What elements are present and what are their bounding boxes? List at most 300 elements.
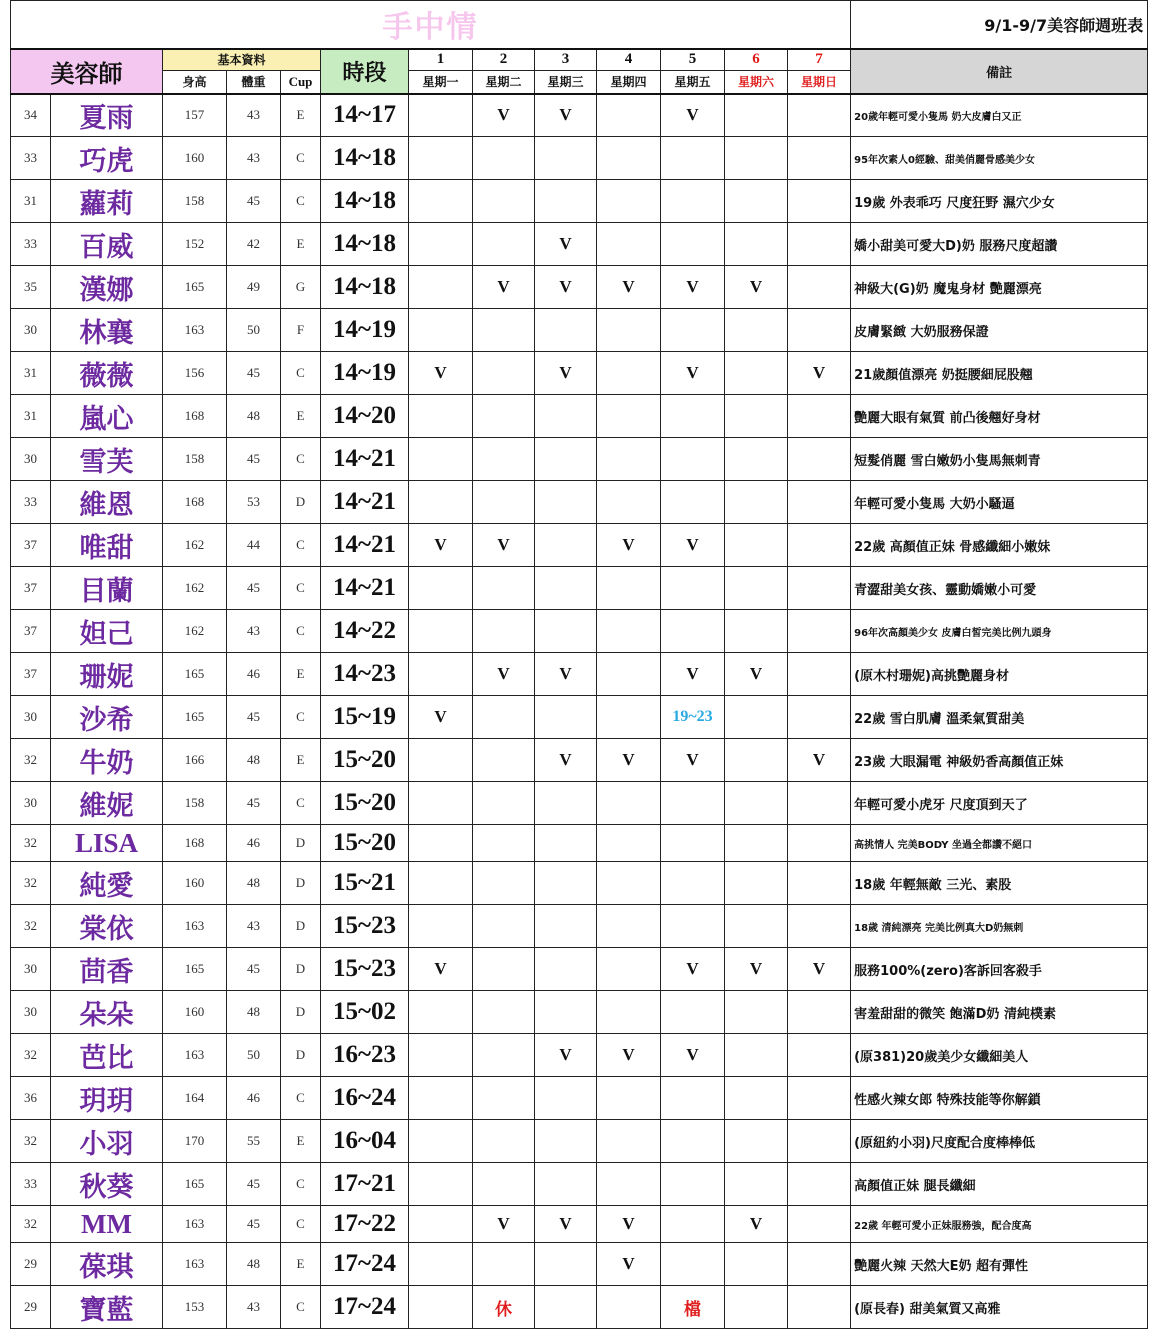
note-cell: 22歲 年輕可愛小正妹服務強，配合度高 [851,1206,1148,1243]
notes-column-header: 備註 [851,49,1148,94]
staff-name: 百威 [51,223,163,266]
age-cell: 30 [11,948,51,991]
cup-column-header: Cup [281,71,321,94]
table-row [11,309,1148,352]
staff-name: 沙希 [51,696,163,739]
table-row [11,223,1148,266]
shift-cell: 15~19 [321,696,409,739]
day-cell [409,1206,473,1243]
day-cell [473,1077,535,1120]
day-name: 星期日 [788,71,851,94]
day-cell [597,1163,661,1206]
staff-name: 玥玥 [51,1077,163,1120]
cup-cell: E [281,395,321,438]
age-cell: 37 [11,524,51,567]
table-row [11,1163,1148,1206]
age-cell: 29 [11,1286,51,1329]
weight-cell: 48 [227,395,281,438]
day-cell [597,137,661,180]
cup-cell: D [281,905,321,948]
day-cell [597,567,661,610]
day-cell [409,782,473,825]
day-cell: V [409,696,473,739]
table-row [11,739,1148,782]
day-cell [788,223,851,266]
cup-cell: C [281,567,321,610]
day-cell: V [535,653,597,696]
day-cell [725,862,788,905]
age-cell: 29 [11,1243,51,1286]
day-cell [788,696,851,739]
staff-name: 芭比 [51,1034,163,1077]
brand-cell [11,1,851,49]
day-cell [535,696,597,739]
weight-cell: 45 [227,352,281,395]
day-cell: V [535,1206,597,1243]
table-row [11,610,1148,653]
weight-cell: 45 [227,438,281,481]
age-cell: 32 [11,1120,51,1163]
day-cell [725,137,788,180]
day-cell [473,1163,535,1206]
staff-name: 秋葵 [51,1163,163,1206]
day-cell [473,395,535,438]
staff-name: 純愛 [51,862,163,905]
height-cell: 168 [163,395,227,438]
shift-cell: 15~23 [321,905,409,948]
day-cell [473,1034,535,1077]
height-cell: 163 [163,1206,227,1243]
note-cell: (原紐約小羽)尺度配合度棒棒低 [851,1120,1148,1163]
day-cell: V [473,524,535,567]
day-cell [473,739,535,782]
day-cell [597,309,661,352]
day-number: 1 [409,49,473,71]
day-cell [473,905,535,948]
day-cell: V [788,948,851,991]
table-row [11,137,1148,180]
weight-cell: 43 [227,137,281,180]
brand-title: 手中情 [382,10,479,46]
title-row [11,1,1148,49]
table-row [11,825,1148,862]
note-cell: 短髮俏麗 雪白嫩奶小隻馬無刺青 [851,438,1148,481]
staff-name: 珊妮 [51,653,163,696]
day-cell: V [661,524,725,567]
day-cell [661,905,725,948]
day-cell: V [725,266,788,309]
day-cell: V [535,266,597,309]
staff-name: 夏雨 [51,94,163,137]
day-cell [473,862,535,905]
staff-name: 妲己 [51,610,163,653]
day-cell: V [473,266,535,309]
table-row [11,1206,1148,1243]
shift-cell: 14~18 [321,180,409,223]
day-cell [788,266,851,309]
day-cell: V [535,1034,597,1077]
age-cell: 30 [11,696,51,739]
cup-cell: D [281,1034,321,1077]
day-number: 2 [473,49,535,71]
shift-cell: 14~21 [321,481,409,524]
cup-cell: C [281,696,321,739]
day-cell: V [597,1206,661,1243]
note-cell: 年輕可愛小虎牙 尺度頂到天了 [851,782,1148,825]
day-cell [725,223,788,266]
day-number: 7 [788,49,851,71]
cup-cell: D [281,991,321,1034]
day-cell [661,1077,725,1120]
weight-cell: 44 [227,524,281,567]
note-cell: 服務100%(zero)客訴回客殺手 [851,948,1148,991]
day-cell [535,309,597,352]
table-row [11,567,1148,610]
day-cell [409,1286,473,1329]
staff-name: 小羽 [51,1120,163,1163]
day-cell [788,1077,851,1120]
table-row [11,266,1148,309]
day-cell [725,395,788,438]
day-cell [535,1243,597,1286]
day-cell [409,1077,473,1120]
schedule-table [10,0,1148,1329]
note-cell: 艷麗大眼有氣質 前凸後翹好身材 [851,395,1148,438]
shift-cell: 16~04 [321,1120,409,1163]
day-cell [725,696,788,739]
table-row [11,352,1148,395]
height-cell: 165 [163,1163,227,1206]
age-cell: 34 [11,94,51,137]
day-cell [409,610,473,653]
day-cell [597,825,661,862]
table-row [11,1077,1148,1120]
day-cell: V [597,524,661,567]
day-cell [597,94,661,137]
table-row [11,395,1148,438]
day-cell [409,1243,473,1286]
shift-cell: 14~18 [321,223,409,266]
day-number: 6 [725,49,788,71]
day-cell [725,905,788,948]
note-cell: 性感火辣女郎 特殊技能等你解鎖 [851,1077,1148,1120]
day-cell [473,1243,535,1286]
day-cell: V [661,739,725,782]
day-cell: 檔 [661,1286,725,1329]
note-cell: 艷麗火辣 天然大E奶 超有彈性 [851,1243,1148,1286]
weight-cell: 55 [227,1120,281,1163]
age-cell: 37 [11,567,51,610]
note-cell: 18歲 清純漂亮 完美比例真大D奶無刺 [851,905,1148,948]
day-cell [409,438,473,481]
day-cell [788,1243,851,1286]
cup-cell: E [281,653,321,696]
table-row [11,438,1148,481]
day-cell [725,739,788,782]
staff-name: 目蘭 [51,567,163,610]
age-cell: 33 [11,481,51,524]
day-cell [788,653,851,696]
day-cell [535,180,597,223]
day-cell [597,862,661,905]
day-cell [725,991,788,1034]
weight-cell: 45 [227,696,281,739]
age-cell: 33 [11,1163,51,1206]
shift-cell: 15~20 [321,782,409,825]
day-cell: V [725,1206,788,1243]
day-cell [788,94,851,137]
height-cell: 165 [163,696,227,739]
height-cell: 160 [163,991,227,1034]
day-cell: V [661,948,725,991]
cup-cell: C [281,137,321,180]
note-cell: 高挑情人 完美BODY 坐過全都讚不絕口 [851,825,1148,862]
day-cell [597,696,661,739]
cup-cell: C [281,438,321,481]
day-cell [661,395,725,438]
cup-cell: G [281,266,321,309]
day-cell [473,309,535,352]
age-cell: 32 [11,825,51,862]
weight-cell: 50 [227,309,281,352]
day-cell [725,1077,788,1120]
height-cell: 168 [163,825,227,862]
day-cell [788,137,851,180]
height-cell: 158 [163,180,227,223]
day-cell [473,137,535,180]
day-cell: V [725,948,788,991]
age-cell: 30 [11,309,51,352]
day-cell [597,991,661,1034]
weight-cell: 48 [227,991,281,1034]
staff-name: 維恩 [51,481,163,524]
table-row [11,948,1148,991]
table-row [11,862,1148,905]
day-cell [535,395,597,438]
table-row [11,1120,1148,1163]
shift-cell: 14~18 [321,266,409,309]
note-cell: 19歲 外表乖巧 尺度狂野 濕穴少女 [851,180,1148,223]
weight-cell: 45 [227,1206,281,1243]
table-row [11,1243,1148,1286]
shift-cell: 14~21 [321,567,409,610]
day-cell: V [535,739,597,782]
day-cell [535,610,597,653]
note-cell: 21歲顏值漂亮 奶挺腰細屁股翹 [851,352,1148,395]
day-cell [725,481,788,524]
day-cell [661,782,725,825]
day-cell [409,739,473,782]
day-cell [788,567,851,610]
note-cell: 害羞甜甜的微笑 飽滿D奶 清純樸素 [851,991,1148,1034]
day-cell: V [725,653,788,696]
day-cell [788,1120,851,1163]
shift-cell: 16~23 [321,1034,409,1077]
day-cell: V [661,266,725,309]
day-cell [661,1243,725,1286]
height-cell: 162 [163,610,227,653]
shift-cell: 15~21 [321,862,409,905]
height-cell: 164 [163,1077,227,1120]
day-cell: V [788,739,851,782]
day-cell [725,524,788,567]
age-cell: 37 [11,653,51,696]
shift-cell: 15~20 [321,825,409,862]
day-cell [725,782,788,825]
height-column-header: 身高 [163,71,227,94]
weight-cell: 42 [227,223,281,266]
table-row [11,905,1148,948]
day-number: 3 [535,49,597,71]
weight-cell: 46 [227,1077,281,1120]
day-cell [473,180,535,223]
day-cell: 19~23 [661,696,725,739]
day-cell [661,137,725,180]
day-cell [597,653,661,696]
cup-cell: D [281,948,321,991]
note-cell: (原381)20歲美少女纖細美人 [851,1034,1148,1077]
table-row [11,1286,1148,1329]
age-cell: 31 [11,180,51,223]
day-cell: V [409,352,473,395]
weight-cell: 45 [227,180,281,223]
age-cell: 33 [11,223,51,266]
day-cell [725,567,788,610]
height-cell: 166 [163,739,227,782]
weight-cell: 46 [227,653,281,696]
day-cell [409,653,473,696]
day-cell [788,481,851,524]
age-cell: 30 [11,991,51,1034]
cup-cell: D [281,481,321,524]
cup-cell: C [281,352,321,395]
height-cell: 162 [163,567,227,610]
day-cell [661,862,725,905]
day-cell [725,1120,788,1163]
day-cell [473,991,535,1034]
day-cell [597,352,661,395]
age-cell: 35 [11,266,51,309]
height-cell: 163 [163,1243,227,1286]
day-cell: V [535,223,597,266]
cup-cell: F [281,309,321,352]
weight-cell: 53 [227,481,281,524]
day-cell [473,567,535,610]
shift-cell: 14~20 [321,395,409,438]
day-cell [535,137,597,180]
cup-cell: C [281,1077,321,1120]
table-row [11,991,1148,1034]
cup-cell: E [281,94,321,137]
staff-name: MM [51,1206,163,1243]
day-cell [725,1034,788,1077]
day-name: 星期三 [535,71,597,94]
height-cell: 160 [163,137,227,180]
day-cell [473,948,535,991]
day-cell [661,1120,725,1163]
age-cell: 31 [11,395,51,438]
day-cell [535,948,597,991]
day-cell [473,610,535,653]
height-cell: 160 [163,862,227,905]
age-cell: 32 [11,862,51,905]
height-cell: 152 [163,223,227,266]
cup-cell: C [281,782,321,825]
height-cell: 168 [163,481,227,524]
cup-cell: D [281,825,321,862]
day-cell: V [597,1034,661,1077]
day-cell [535,1163,597,1206]
day-cell [788,524,851,567]
day-cell: V [535,352,597,395]
day-cell [661,825,725,862]
staff-column-header: 美容師 [11,49,163,94]
day-cell [788,905,851,948]
day-cell [725,438,788,481]
day-cell: V [661,352,725,395]
day-cell [725,1163,788,1206]
table-row [11,696,1148,739]
age-cell: 30 [11,438,51,481]
day-cell: V [409,948,473,991]
day-cell: V [661,94,725,137]
day-cell [409,991,473,1034]
staff-name: 維妮 [51,782,163,825]
note-cell: 神級大(G)奶 魔鬼身材 艷麗漂亮 [851,266,1148,309]
age-cell: 30 [11,782,51,825]
day-cell [473,352,535,395]
weight-cell: 43 [227,1286,281,1329]
day-cell [725,825,788,862]
day-cell [725,180,788,223]
day-cell [597,782,661,825]
shift-cell: 14~17 [321,94,409,137]
staff-name: 唯甜 [51,524,163,567]
note-cell: 22歲 雪白肌膚 溫柔氣質甜美 [851,696,1148,739]
day-number: 4 [597,49,661,71]
day-cell [409,1034,473,1077]
day-cell [535,1077,597,1120]
weight-cell: 43 [227,905,281,948]
day-cell [661,1206,725,1243]
staff-name: 林襄 [51,309,163,352]
cup-cell: C [281,1206,321,1243]
day-cell [661,438,725,481]
day-cell [535,481,597,524]
note-cell: 年輕可愛小隻馬 大奶小騷逼 [851,481,1148,524]
height-cell: 165 [163,948,227,991]
day-cell [409,180,473,223]
week-title: 9/1-9/7美容師週班表 [851,1,1148,49]
shift-cell: 15~02 [321,991,409,1034]
day-cell: V [788,352,851,395]
height-cell: 158 [163,438,227,481]
day-number: 5 [661,49,725,71]
height-cell: 163 [163,1034,227,1077]
day-cell [409,481,473,524]
cup-cell: E [281,223,321,266]
day-cell [788,991,851,1034]
day-cell [535,825,597,862]
staff-name: 朵朵 [51,991,163,1034]
day-cell [473,223,535,266]
staff-name: 巧虎 [51,137,163,180]
table-row [11,481,1148,524]
day-cell [535,438,597,481]
day-cell [725,309,788,352]
day-cell [788,862,851,905]
note-cell: (原木村珊妮)高挑艷麗身材 [851,653,1148,696]
